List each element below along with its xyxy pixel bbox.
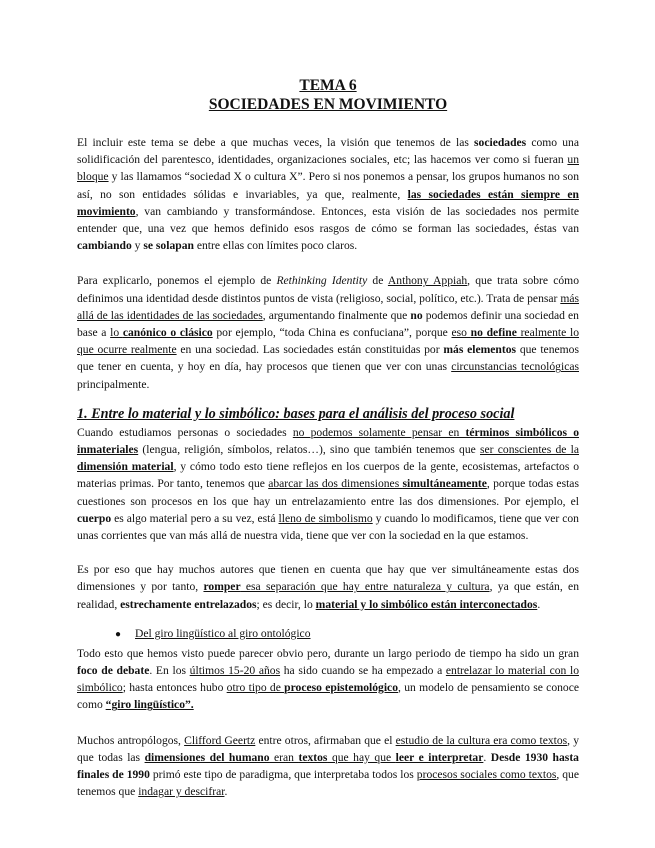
page-title: TEMA 6 xyxy=(299,77,357,94)
bullet-dot-icon: ● xyxy=(115,628,122,640)
bullet-label: Del giro lingüístico al giro ontológico xyxy=(135,626,311,640)
bullet-item xyxy=(77,625,579,643)
paragraph-appiah: Para explicarlo, ponemos el ejemplo de Rethinking Identity de Anthony Appiah, que trata sobre cómo definimos una identidad desde distintos puntos de vista (religioso, social, político, etc.). Trata de pensar más allá de las identidades de las sociedades, argumentando finalmente que no podemos definir una sociedad en base a lo canónico o clásico por ejemplo, “toda China es confuciana”, porque eso no define realmente lo que ocurre realmente en una sociedad. Las sociedades están constituidas por más elementos que tenemos que tener en cuenta, y hoy en día, hay procesos que tienen que ver con unas circunstancias tecnológicas principalmente. xyxy=(77,274,579,391)
paragraph-geertz: Muchos antropólogos, Clifford Geertz entre otros, afirmaban que el estudio de la cultura era como textos, y que todas las dimensiones del humano eran textos que hay que leer e interpretar. Desde 1930 hasta finales de 1990 primó este tipo de paradigma, que interpretaba todos los procesos sociales como textos, que tenemos que indagar y descifrar. xyxy=(77,733,580,799)
section-heading: 1. Entre lo material y lo simbólico: bases para el análisis del proceso social xyxy=(77,405,515,422)
paragraph-material-symbolic: Cuando estudiamos personas o sociedades no podemos solamente pensar en términos simbólicos o inmateriales (lengua, religión, símbolos, relatos…), sino que también tenemos que ser conscientes de la dimensión material, y cómo todo esto tiene reflejos en los cuerpos de la gente, ecosistemas, artefactos o materias primas. Por tanto, tenemos que abarcar las dos dimensiones simultáneamente, porque todas estas cuestiones son procesos en los que hay un entrelazamiento entre las dos dimensiones. Por ejemplo, el cuerpo es algo material pero a su vez, está lleno de simbolismo y cuando lo modificamos, tiene que ver con unas corrientes que van más allá de nuestra vida, tiene que ver con la sociedad en la que estamos. xyxy=(77,425,579,543)
paragraph-intro: El incluir este tema se debe a que muchas veces, la visión que tenemos de las sociedades como una solidificación del parentesco, identidades, organizaciones sociales, etc; las hacemos ver como si fueran un bloque y las llamamos “sociedad X o cultura X”. Pero si nos ponemos a pensar, los grupos humanos no son así, no son entidades sólidas e invariables, ya que, realmente, las sociedades están siempre en movimiento, van cambiando y transformándose. Entonces, esta visión de las sociedades nos permite entender que, una vez que hemos definido esos rasgos de cómo se forman las sociedades, éstas van cambiando y se solapan entre ellas con límites poco claros. xyxy=(77,136,579,253)
page-subtitle: SOCIEDADES EN MOVIMIENTO xyxy=(208,96,448,113)
paragraph-authors: Es por eso que hay muchos autores que tienen en cuenta que hay que ver simultáneamente estas dos dimensiones y por tanto, romper esa separación que hay entre naturaleza y cultura, ya que están, en realidad, estrechamente entrelazados; es decir, lo material y lo simbólico están interconectados. xyxy=(77,563,579,611)
paragraph-linguistic-turn: Todo esto que hemos visto puede parecer obvio pero, durante un largo periodo de tiempo ha sido un gran foco de debate. En los últimos 15-20 años ha sido cuando se ha empezado a entrelazar lo material con lo simbólico; hasta entonces hubo otro tipo de proceso epistemológico, un modelo de pensamiento se conoce como “giro lingüístico”. xyxy=(77,646,580,712)
